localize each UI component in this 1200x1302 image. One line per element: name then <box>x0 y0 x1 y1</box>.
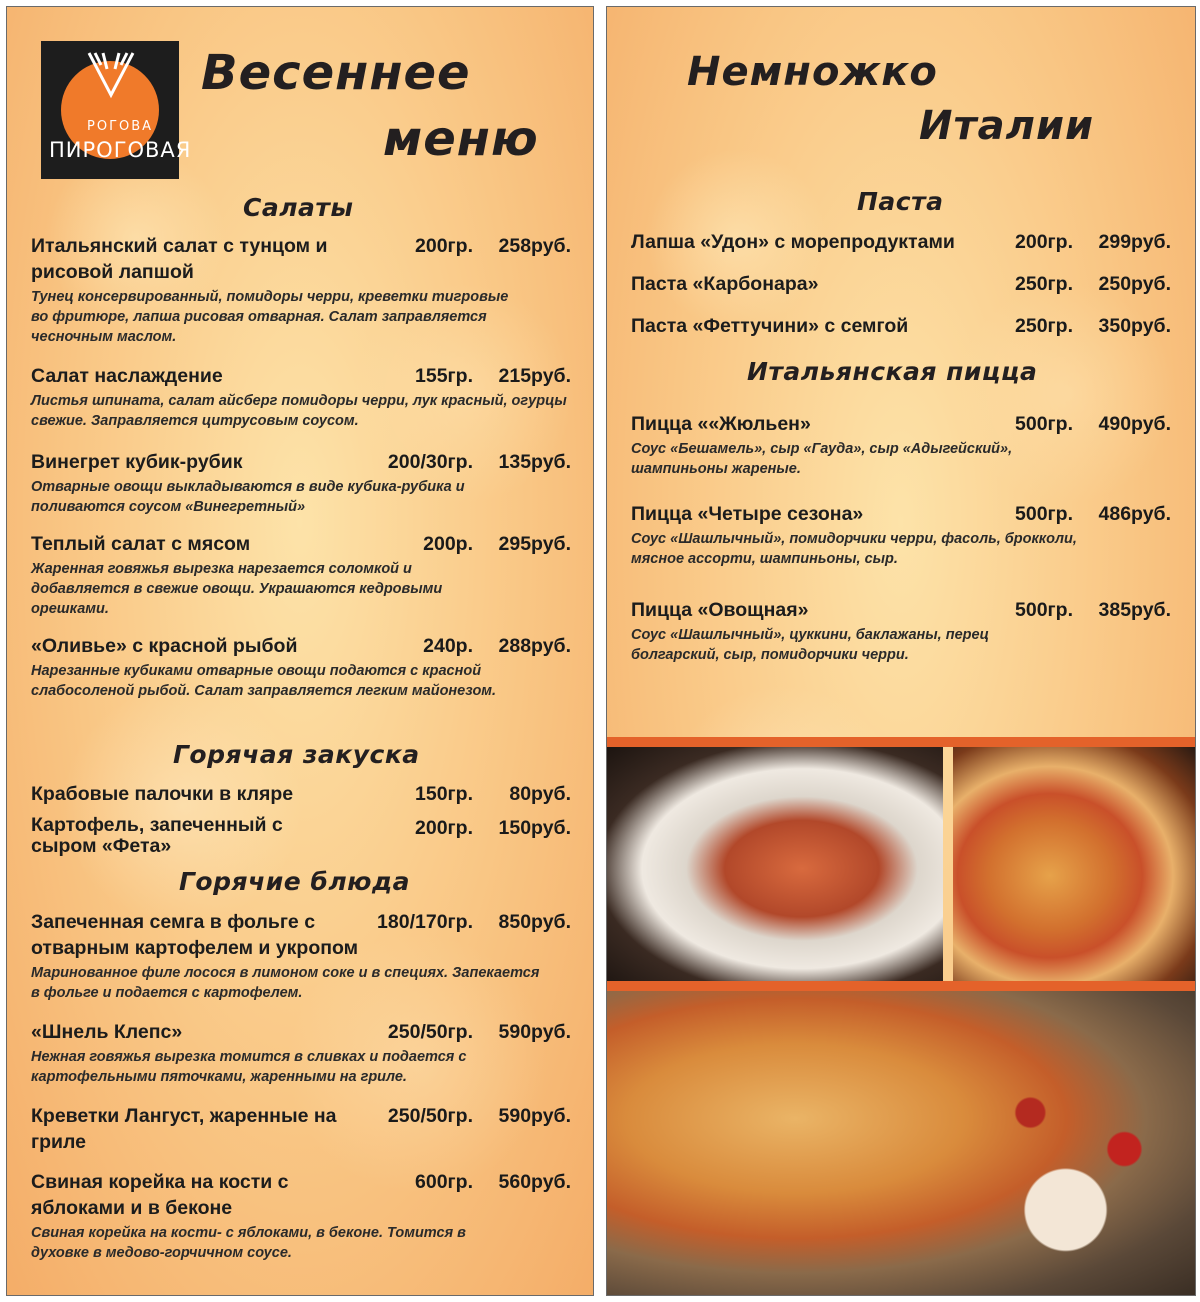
menu-item <box>31 233 571 347</box>
antler-icon <box>81 49 141 109</box>
item-name: Лапша «Удон» с морепродуктами <box>631 231 955 253</box>
menu-item <box>631 229 1171 255</box>
item-name: Картофель, запеченный с сыром «Фета» <box>31 814 283 857</box>
item-weight: 500гр. <box>1015 599 1073 621</box>
item-description: Свиная корейка на кости- с яблоками, в беконе. Томится в духовке в медово-горчичном соусе. <box>31 1225 466 1261</box>
item-description: Соус «Бешамель», сыр «Гауда», сыр «Адыгейский», шампиньоны жареные. <box>631 441 1013 477</box>
pasta-photo <box>607 747 943 981</box>
menu-title-line2: меню <box>383 111 539 167</box>
item-weight: 500гр. <box>1015 413 1073 435</box>
item-price: 135руб. <box>498 451 571 473</box>
menu-item <box>31 1103 571 1155</box>
item-name: Теплый салат с мясом <box>31 533 251 555</box>
item-price: 150руб. <box>498 817 571 839</box>
item-description: Тунец консервированный, помидоры черри, креветки тигровые во фритюре, лапша рисовая отварная. Салат заправляется чесночным маслом. <box>31 289 509 345</box>
item-name: Запеченная семга в фольге с отварным картофелем и укропом <box>31 911 359 959</box>
item-weight: 250гр. <box>1015 315 1073 337</box>
italy-title-line2: Италии <box>919 103 1095 149</box>
item-price: 486руб. <box>1098 503 1171 525</box>
item-name: Салат наслаждение <box>31 365 223 387</box>
menu-item <box>631 501 1171 569</box>
item-weight: 240р. <box>423 635 473 657</box>
menu-item <box>31 1019 571 1087</box>
italy-title-line1: Немножко <box>687 49 938 95</box>
item-weight: 600гр. <box>415 1171 473 1193</box>
menu-item <box>631 271 1171 297</box>
menu-item <box>31 531 571 619</box>
item-price: 560руб. <box>498 1171 571 1193</box>
item-price: 590руб. <box>498 1105 571 1127</box>
item-name: «Шнель Клепс» <box>31 1021 183 1043</box>
item-weight: 150гр. <box>415 783 473 805</box>
section-heading-salads: Салаты <box>243 193 354 222</box>
logo-text-small: РОГОВА <box>87 119 154 134</box>
menu-item <box>31 1169 571 1263</box>
section-heading-pasta: Паста <box>857 187 944 216</box>
item-name: Винегрет кубик-рубик <box>31 451 243 473</box>
menu-item <box>631 411 1171 479</box>
item-description: Маринованное филе лосося в лимоном соке и в специях. Запекается в фольге и подается с картофелем. <box>31 965 540 1001</box>
item-weight: 250гр. <box>1015 273 1073 295</box>
item-price: 350руб. <box>1098 315 1171 337</box>
item-price: 295руб. <box>498 533 571 555</box>
menu-item <box>631 597 1171 665</box>
menu-item <box>31 633 571 701</box>
item-weight: 500гр. <box>1015 503 1073 525</box>
item-weight: 200гр. <box>415 817 473 839</box>
item-name: Свиная корейка на кости с яблоками и в беконе <box>31 1171 289 1219</box>
photo-divider <box>607 737 1195 747</box>
section-heading-hot-dishes: Горячие блюда <box>179 867 411 896</box>
menu-item <box>31 363 571 431</box>
restaurant-logo <box>41 41 192 179</box>
item-weight: 250/50гр. <box>387 1021 473 1043</box>
photo-divider <box>607 981 1195 991</box>
item-name: «Оливье» с красной рыбой <box>31 635 298 657</box>
item-price: 490руб. <box>1098 413 1171 435</box>
item-price: 258руб. <box>498 235 571 257</box>
spring-menu-panel <box>6 6 594 1296</box>
item-description: Отварные овощи выкладываются в виде кубика-рубика и поливаются соусом «Винегретный» <box>31 479 465 515</box>
menu-item <box>31 815 571 857</box>
item-description: Соус «Шашлычный», цуккини, баклажаны, перец болгарский, сыр, помидорчики черри. <box>631 627 989 663</box>
section-heading-pizza: Итальянская пицца <box>747 357 1038 386</box>
item-price: 80руб. <box>509 783 571 805</box>
item-description: Соус «Шашлычный», помидорчики черри, фасоль, брокколи, мясное ассорти, шампиньоны, сыр. <box>631 531 1077 567</box>
item-weight: 200/30гр. <box>387 451 473 473</box>
pizza-table-photo <box>607 991 1195 1295</box>
logo-text-large: ПИРОГОВАЯ <box>49 138 192 162</box>
menu-title-line1: Весеннее <box>201 45 471 101</box>
italy-menu-panel <box>606 6 1196 1296</box>
item-weight: 200гр. <box>415 235 473 257</box>
item-weight: 200р. <box>423 533 473 555</box>
menu-item <box>31 909 571 1003</box>
item-weight: 200гр. <box>1015 231 1073 253</box>
menu-item <box>31 449 571 517</box>
item-price: 250руб. <box>1098 273 1171 295</box>
section-heading-hot-snack: Горячая закуска <box>173 740 420 769</box>
item-price: 590руб. <box>498 1021 571 1043</box>
item-name: Креветки Лангуст, жаренные на гриле <box>31 1105 337 1153</box>
item-weight: 155гр. <box>415 365 473 387</box>
item-price: 850руб. <box>498 911 571 933</box>
item-price: 299руб. <box>1098 231 1171 253</box>
item-description: Нарезанные кубиками отварные овощи подаются с красной слабосоленой рыбой. Салат заправляется легким майонезом. <box>31 663 497 699</box>
menu-item <box>631 313 1171 339</box>
item-description: Листья шпината, салат айсберг помидоры черри, лук красный, огурцы свежие. Заправляется цитрусовым соусом. <box>31 393 567 429</box>
item-price: 385руб. <box>1098 599 1171 621</box>
item-price: 215руб. <box>498 365 571 387</box>
pizza-slice-photo <box>953 747 1195 981</box>
item-weight: 180/170гр. <box>377 911 473 933</box>
menu-item <box>31 781 571 807</box>
item-name: Паста «Карбонара» <box>631 273 819 295</box>
item-name: Паста «Феттучини» с семгой <box>631 315 909 337</box>
item-name: Пицца «Четыре сезона» <box>631 503 864 525</box>
item-name: Пицца «Овощная» <box>631 599 809 621</box>
item-name: Пицца ««Жюльен» <box>631 413 811 435</box>
item-price: 288руб. <box>498 635 571 657</box>
item-description: Жаренная говяжья вырезка нарезается соломкой и добавляется в свежие овощи. Украшаются кедровыми орешками. <box>31 561 443 617</box>
item-name: Итальянский салат с тунцом и рисовой лапшой <box>31 235 328 283</box>
item-name: Крабовые палочки в кляре <box>31 783 294 805</box>
item-weight: 250/50гр. <box>387 1105 473 1127</box>
item-description: Нежная говяжья вырезка томится в сливках и подается с картофельными пяточками, жаренными на гриле. <box>31 1049 467 1085</box>
